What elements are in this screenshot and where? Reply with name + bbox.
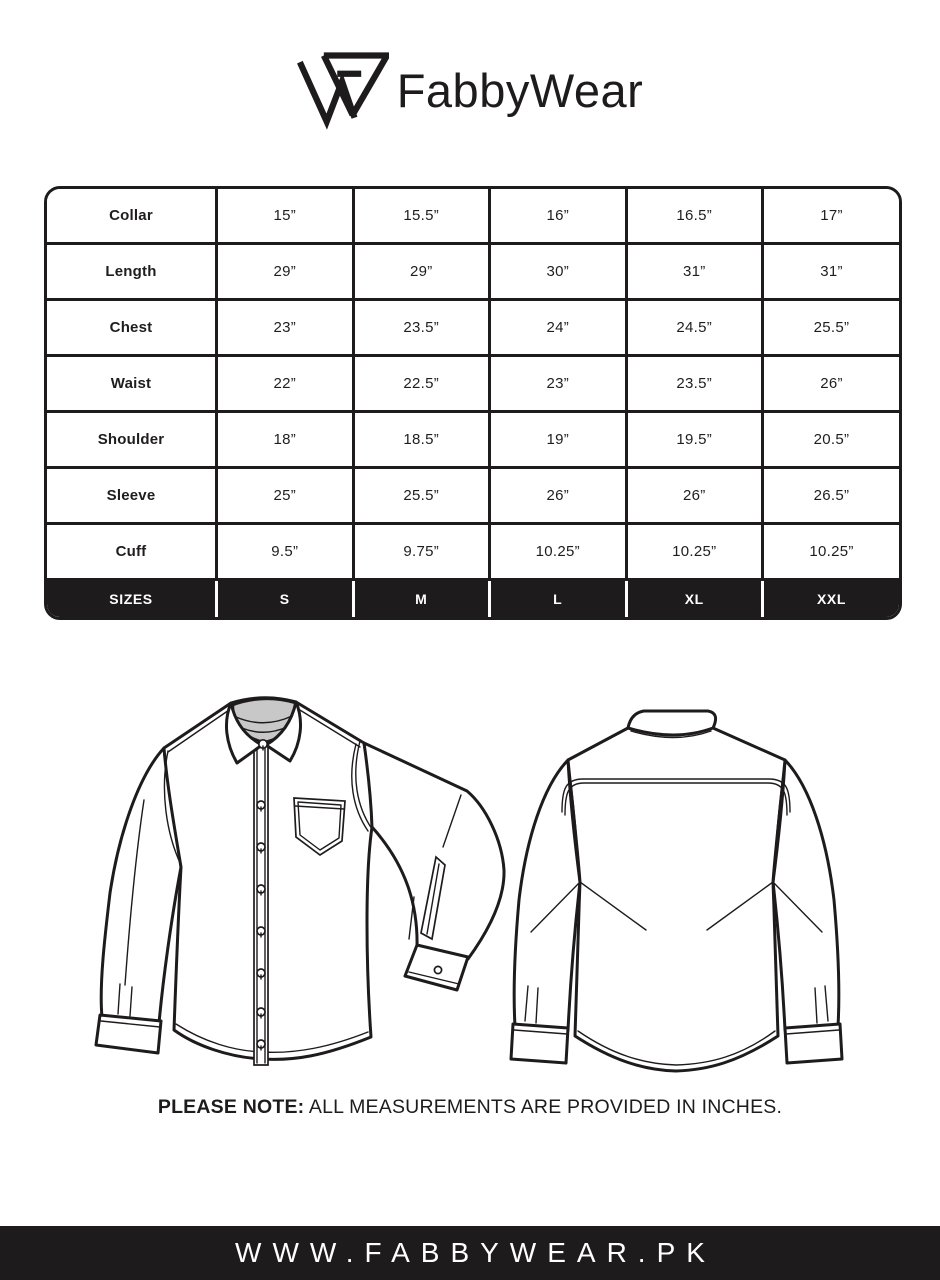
size-cell: 10.25” — [626, 524, 763, 580]
table-row — [47, 468, 899, 524]
table-row — [47, 524, 899, 580]
size-cell: 19.5” — [626, 412, 763, 468]
size-cell: 26” — [763, 356, 900, 412]
size-cell: 29” — [217, 244, 354, 300]
front-right-sleeve — [352, 741, 504, 959]
size-cell: 26” — [626, 468, 763, 524]
size-cell: 9.75” — [353, 524, 490, 580]
size-cell: 25.5” — [763, 300, 900, 356]
size-xxl: XXL — [763, 580, 900, 618]
size-table — [44, 186, 902, 620]
footer-bar — [0, 1226, 940, 1280]
size-cell: 31” — [626, 244, 763, 300]
size-cell: 10.25” — [490, 524, 627, 580]
row-label: Collar — [47, 189, 217, 244]
front-left-cuff — [96, 1015, 161, 1053]
brand-name: FabbyWear — [396, 63, 644, 117]
size-cell: 29” — [353, 244, 490, 300]
back-left-sleeve — [514, 760, 580, 1030]
size-cell: 16.5” — [626, 189, 763, 244]
measurement-note — [0, 1096, 940, 1119]
size-cell: 19” — [490, 412, 627, 468]
size-cell: 24.5” — [626, 300, 763, 356]
size-m: M — [353, 580, 490, 618]
size-l: L — [490, 580, 627, 618]
row-label: Length — [47, 244, 217, 300]
note-text: ALL MEASUREMENTS ARE PROVIDED IN INCHES. — [308, 1096, 783, 1118]
row-label: Shoulder — [47, 412, 217, 468]
sizes-label: SIZES — [47, 580, 217, 618]
note-bold: PLEASE NOTE: — [157, 1096, 305, 1118]
back-body — [562, 721, 790, 1071]
table-row — [47, 244, 899, 300]
website-url: WWW.FABBYWEAR.PK — [235, 1237, 716, 1268]
size-cell: 9.5” — [217, 524, 354, 580]
table-row — [47, 300, 899, 356]
size-cell: 22.5” — [353, 356, 490, 412]
shirt-back-illustration — [498, 700, 890, 1082]
size-cell: 23.5” — [626, 356, 763, 412]
size-cell: 18” — [217, 412, 354, 468]
size-cell: 23.5” — [353, 300, 490, 356]
table-row — [47, 356, 899, 412]
size-cell: 18.5” — [353, 412, 490, 468]
row-label: Sleeve — [47, 468, 217, 524]
row-label: Chest — [47, 300, 217, 356]
row-label: Waist — [47, 356, 217, 412]
size-cell: 15” — [217, 189, 354, 244]
size-s: S — [217, 580, 354, 618]
size-cell: 23” — [217, 300, 354, 356]
size-cell: 26.5” — [763, 468, 900, 524]
fabbywear-monogram-icon — [297, 50, 389, 130]
size-cell: 10.25” — [763, 524, 900, 580]
size-xl: XL — [626, 580, 763, 618]
table-row — [47, 189, 899, 244]
size-cell: 23” — [490, 356, 627, 412]
size-cell: 25” — [217, 468, 354, 524]
size-cell: 31” — [763, 244, 900, 300]
size-cell: 24” — [490, 300, 627, 356]
row-label: Cuff — [47, 524, 217, 580]
brand-logo — [0, 50, 940, 130]
size-cell: 16” — [490, 189, 627, 244]
size-cell: 20.5” — [763, 412, 900, 468]
back-collar-band — [628, 711, 716, 738]
size-cell: 15.5” — [353, 189, 490, 244]
size-cell: 30” — [490, 244, 627, 300]
sizes-header-row — [47, 580, 899, 618]
size-cell: 17” — [763, 189, 900, 244]
back-right-sleeve — [773, 760, 839, 1030]
button-placket — [254, 745, 268, 1065]
back-right-cuff — [785, 1024, 842, 1063]
shirt-front-illustration — [84, 685, 508, 1081]
size-cell: 25.5” — [353, 468, 490, 524]
back-left-cuff — [511, 1024, 568, 1063]
table-row — [47, 412, 899, 468]
size-cell: 22” — [217, 356, 354, 412]
size-cell: 26” — [490, 468, 627, 524]
